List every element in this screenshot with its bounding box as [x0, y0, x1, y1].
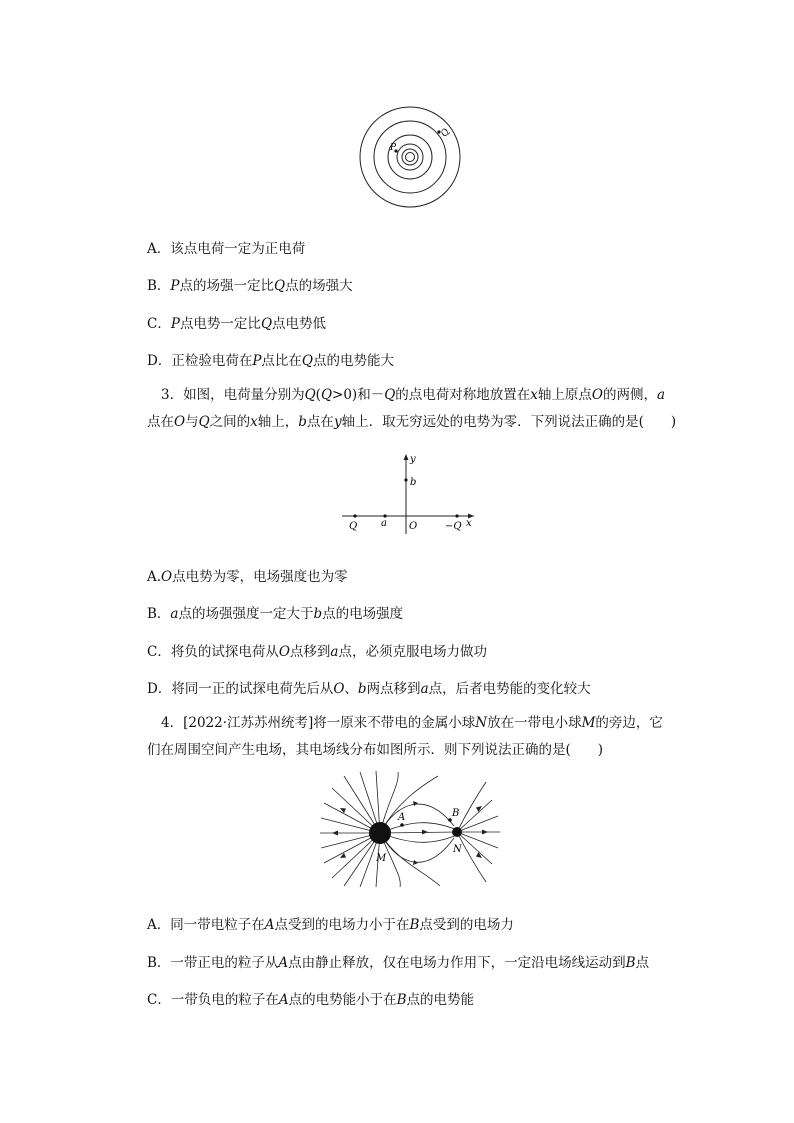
q3-stem-line1: 3．如图，电荷量分别为Q(Q>0)和－Q的点电荷对称地放置在x轴上原点O的两侧，a: [161, 387, 666, 403]
ball-n-label: N: [453, 844, 462, 855]
charge-q-label: Q: [349, 521, 358, 532]
y-axis-label: y: [410, 454, 416, 465]
q3-option-a[interactable]: A.O点电势为零，电场强度也为零: [147, 569, 348, 585]
q3-axes-figure: [338, 450, 484, 536]
q4-stem-line2: 们在周围空间产生电场，其电场线分布如图所示．则下列说法正确的是( ): [147, 742, 604, 758]
q3-option-b[interactable]: B．a点的场强强度一定大于b点的电场强度: [147, 606, 404, 622]
equipotential-circles-figure: [358, 105, 462, 209]
q3-option-c[interactable]: C．将负的试探电荷从O点移到a点，必须克服电场力做功: [147, 644, 487, 660]
x-axis-label: x: [466, 518, 472, 529]
q4-stem-line1: 4．[2022·江苏苏州统考]将一原来不带电的金属小球N放在一带电小球M的旁边，它: [161, 715, 663, 731]
q2-option-c[interactable]: C．P点电势一定比Q点电势低: [147, 316, 327, 332]
point-p-label: P: [390, 143, 397, 153]
q2-option-b[interactable]: B．P点的场强一定比Q点的场强大: [147, 278, 353, 294]
q4-option-a[interactable]: A．同一带电粒子在A点受到的电场力小于在B点受到的电场力: [147, 917, 514, 933]
point-b-label: b: [410, 477, 417, 488]
charge-minus-q-label: −Q: [445, 521, 462, 532]
q3-option-d[interactable]: D．将同一正的试探电荷先后从O、b两点移到a点，后者电势能的变化较大: [147, 681, 591, 697]
point-q-label: Q: [439, 127, 452, 139]
point-a-label: a: [381, 518, 387, 529]
q2-option-d[interactable]: D．正检验电荷在P点比在Q点的电势能大: [147, 353, 394, 369]
point-a-label: A: [398, 812, 406, 823]
point-b-label: B: [452, 808, 460, 819]
q4-option-c[interactable]: C．一带负电的粒子在A点的电势能小于在B点的电势能: [147, 992, 475, 1008]
q4-field-lines-figure: [318, 770, 502, 888]
q4-option-b[interactable]: B．一带正电的粒子从A点由静止释放，仅在电场力作用下，一定沿电场线运动到B点: [147, 955, 650, 971]
q3-stem-line2: 点在O与Q之间的x轴上，b点在y轴上．取无穷远处的电势为零．下列说法正确的是( ): [147, 414, 677, 430]
ball-m-label: M: [376, 853, 387, 864]
q2-option-a[interactable]: A．该点电荷一定为正电荷: [147, 241, 306, 257]
origin-o-label: O: [409, 521, 418, 532]
